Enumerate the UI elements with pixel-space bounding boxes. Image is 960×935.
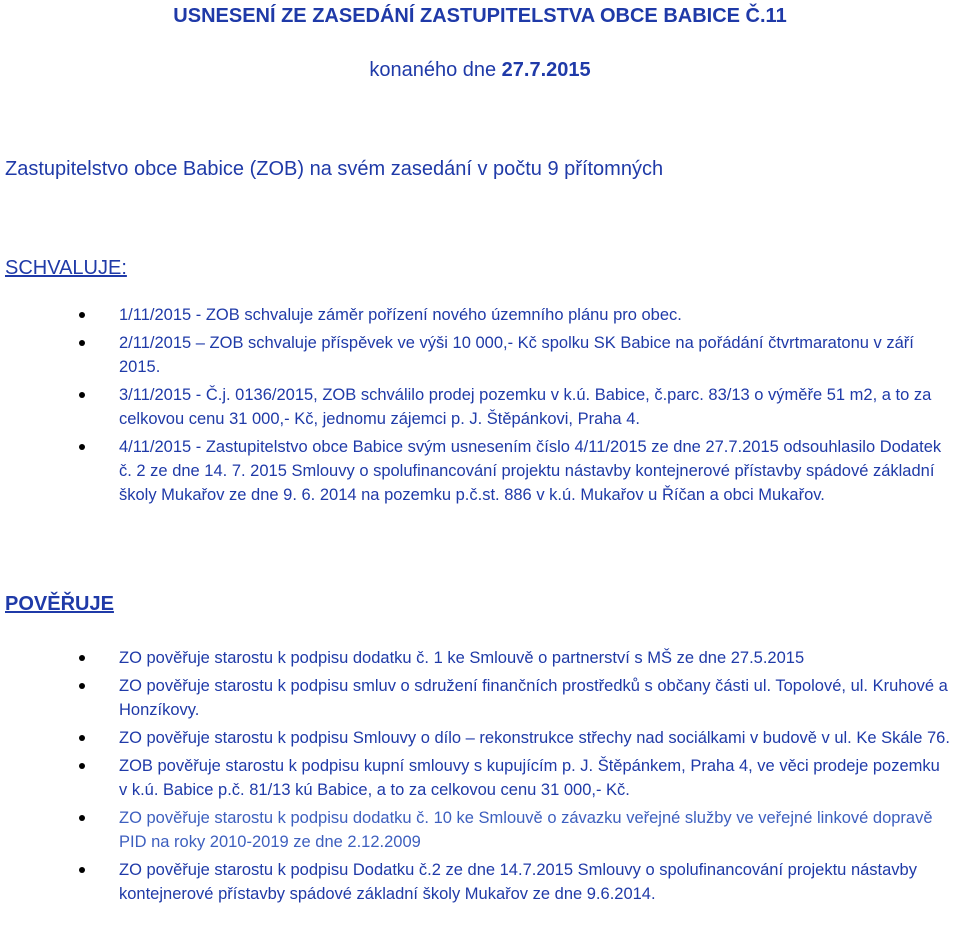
list-item: [0, 646, 960, 670]
bullet-icon: [79, 655, 85, 661]
list-item-text: ZO pověřuje starostu k podpisu smluv o sdružení finančních prostředků s občany části ul. Topolové, ul. Kruhové a Honzíkovy.: [119, 677, 948, 719]
list-item-text: ZO pověřuje starostu k podpisu dodatku č. 1 ke Smlouvě o partnerství s MŠ ze dne 27.5.2015: [119, 649, 805, 667]
section-heading-schvaluje: SCHVALUJE:: [5, 257, 127, 279]
list-item-text: ZO pověřuje starostu k podpisu Smlouvy o dílo – rekonstrukce střechy nad sociálkami v budově v ul. Ke Skále 76.: [119, 729, 950, 747]
list-item-text: ZO pověřuje starostu k podpisu dodatku č. 10 ke Smlouvě o závazku veřejné služby ve veřejné linkové dopravě PID na roky 2010-2019 ze dne 2.12.2009: [119, 809, 933, 851]
list-item: [0, 858, 960, 906]
subtitle-prefix: konaného dne: [369, 59, 502, 81]
list-item-text: ZOB pověřuje starostu k podpisu kupní smlouvy s kupujícím p. J. Štěpánkem, Praha 4, ve věci prodeje pozemku v k.ú. Babice p.č. 81/13 kú Babice, a to za celkovou cenu 31 000,- Kč.: [119, 757, 940, 799]
list-item: [0, 435, 960, 507]
document-subtitle: [0, 58, 960, 82]
list-item: [0, 674, 960, 722]
list-item: [0, 754, 960, 802]
poveruje-list: [0, 646, 960, 910]
bullet-icon: [79, 683, 85, 689]
list-item-text: 4/11/2015 - Zastupitelstvo obce Babice svým usnesením číslo 4/11/2015 ze dne 27.7.2015 odsouhlasilo Dodatek č. 2 ze dne 14. 7. 2015 Smlouvy o spolufinancování projektu nástavby kontejnerové přístavby spádové základní školy Mukařov ze dne 9. 6. 2014 na pozemku p.č.st. 886 v k.ú. Mukařov u Říčan a obci Mukařov.: [119, 438, 942, 504]
list-item-text: ZO pověřuje starostu k podpisu Dodatku č.2 ze dne 14.7.2015 Smlouvy o spolufinancování projektu nástavby kontejnerové přístavby spádové základní školy Mukařov ze dne 9.6.2014.: [119, 861, 917, 903]
bullet-icon: [79, 444, 85, 450]
section-heading-poveruje: POVĚŘUJE: [5, 593, 114, 615]
list-item: [0, 726, 960, 750]
bullet-icon: [79, 312, 85, 318]
list-item-text: 3/11/2015 - Č.j. 0136/2015, ZOB schválilo prodej pozemku v k.ú. Babice, č.parc. 83/13 o výměře 51 m2, a to za celkovou cenu 31 000,- Kč, jednomu zájemci p. J. Štěpánkovi, Praha 4.: [119, 386, 932, 428]
bullet-icon: [79, 735, 85, 741]
list-item: [0, 331, 960, 379]
list-item: [0, 806, 960, 854]
list-item: [0, 383, 960, 431]
document-title: [0, 4, 960, 28]
bullet-icon: [79, 763, 85, 769]
bullet-icon: [79, 340, 85, 346]
bullet-icon: [79, 392, 85, 398]
bullet-icon: [79, 867, 85, 873]
list-item: [0, 303, 960, 327]
meeting-date: 27.7.2015: [501, 59, 591, 81]
schvaluje-list: [0, 303, 960, 511]
intro-paragraph: Zastupitelstvo obce Babice (ZOB) na svém zasedání v počtu 9 přítomných: [5, 158, 664, 180]
document-title-text: USNESENÍ ZE ZASEDÁNÍ ZASTUPITELSTVA OBCE BABICE Č.11: [173, 5, 787, 27]
bullet-icon: [79, 815, 85, 821]
list-item-text: 2/11/2015 – ZOB schvaluje příspěvek ve výši 10 000,- Kč spolku SK Babice na pořádání čtvrtmaratonu v září 2015.: [119, 334, 914, 376]
list-item-text: 1/11/2015 - ZOB schvaluje záměr pořízení nového územního plánu pro obec.: [119, 306, 682, 324]
